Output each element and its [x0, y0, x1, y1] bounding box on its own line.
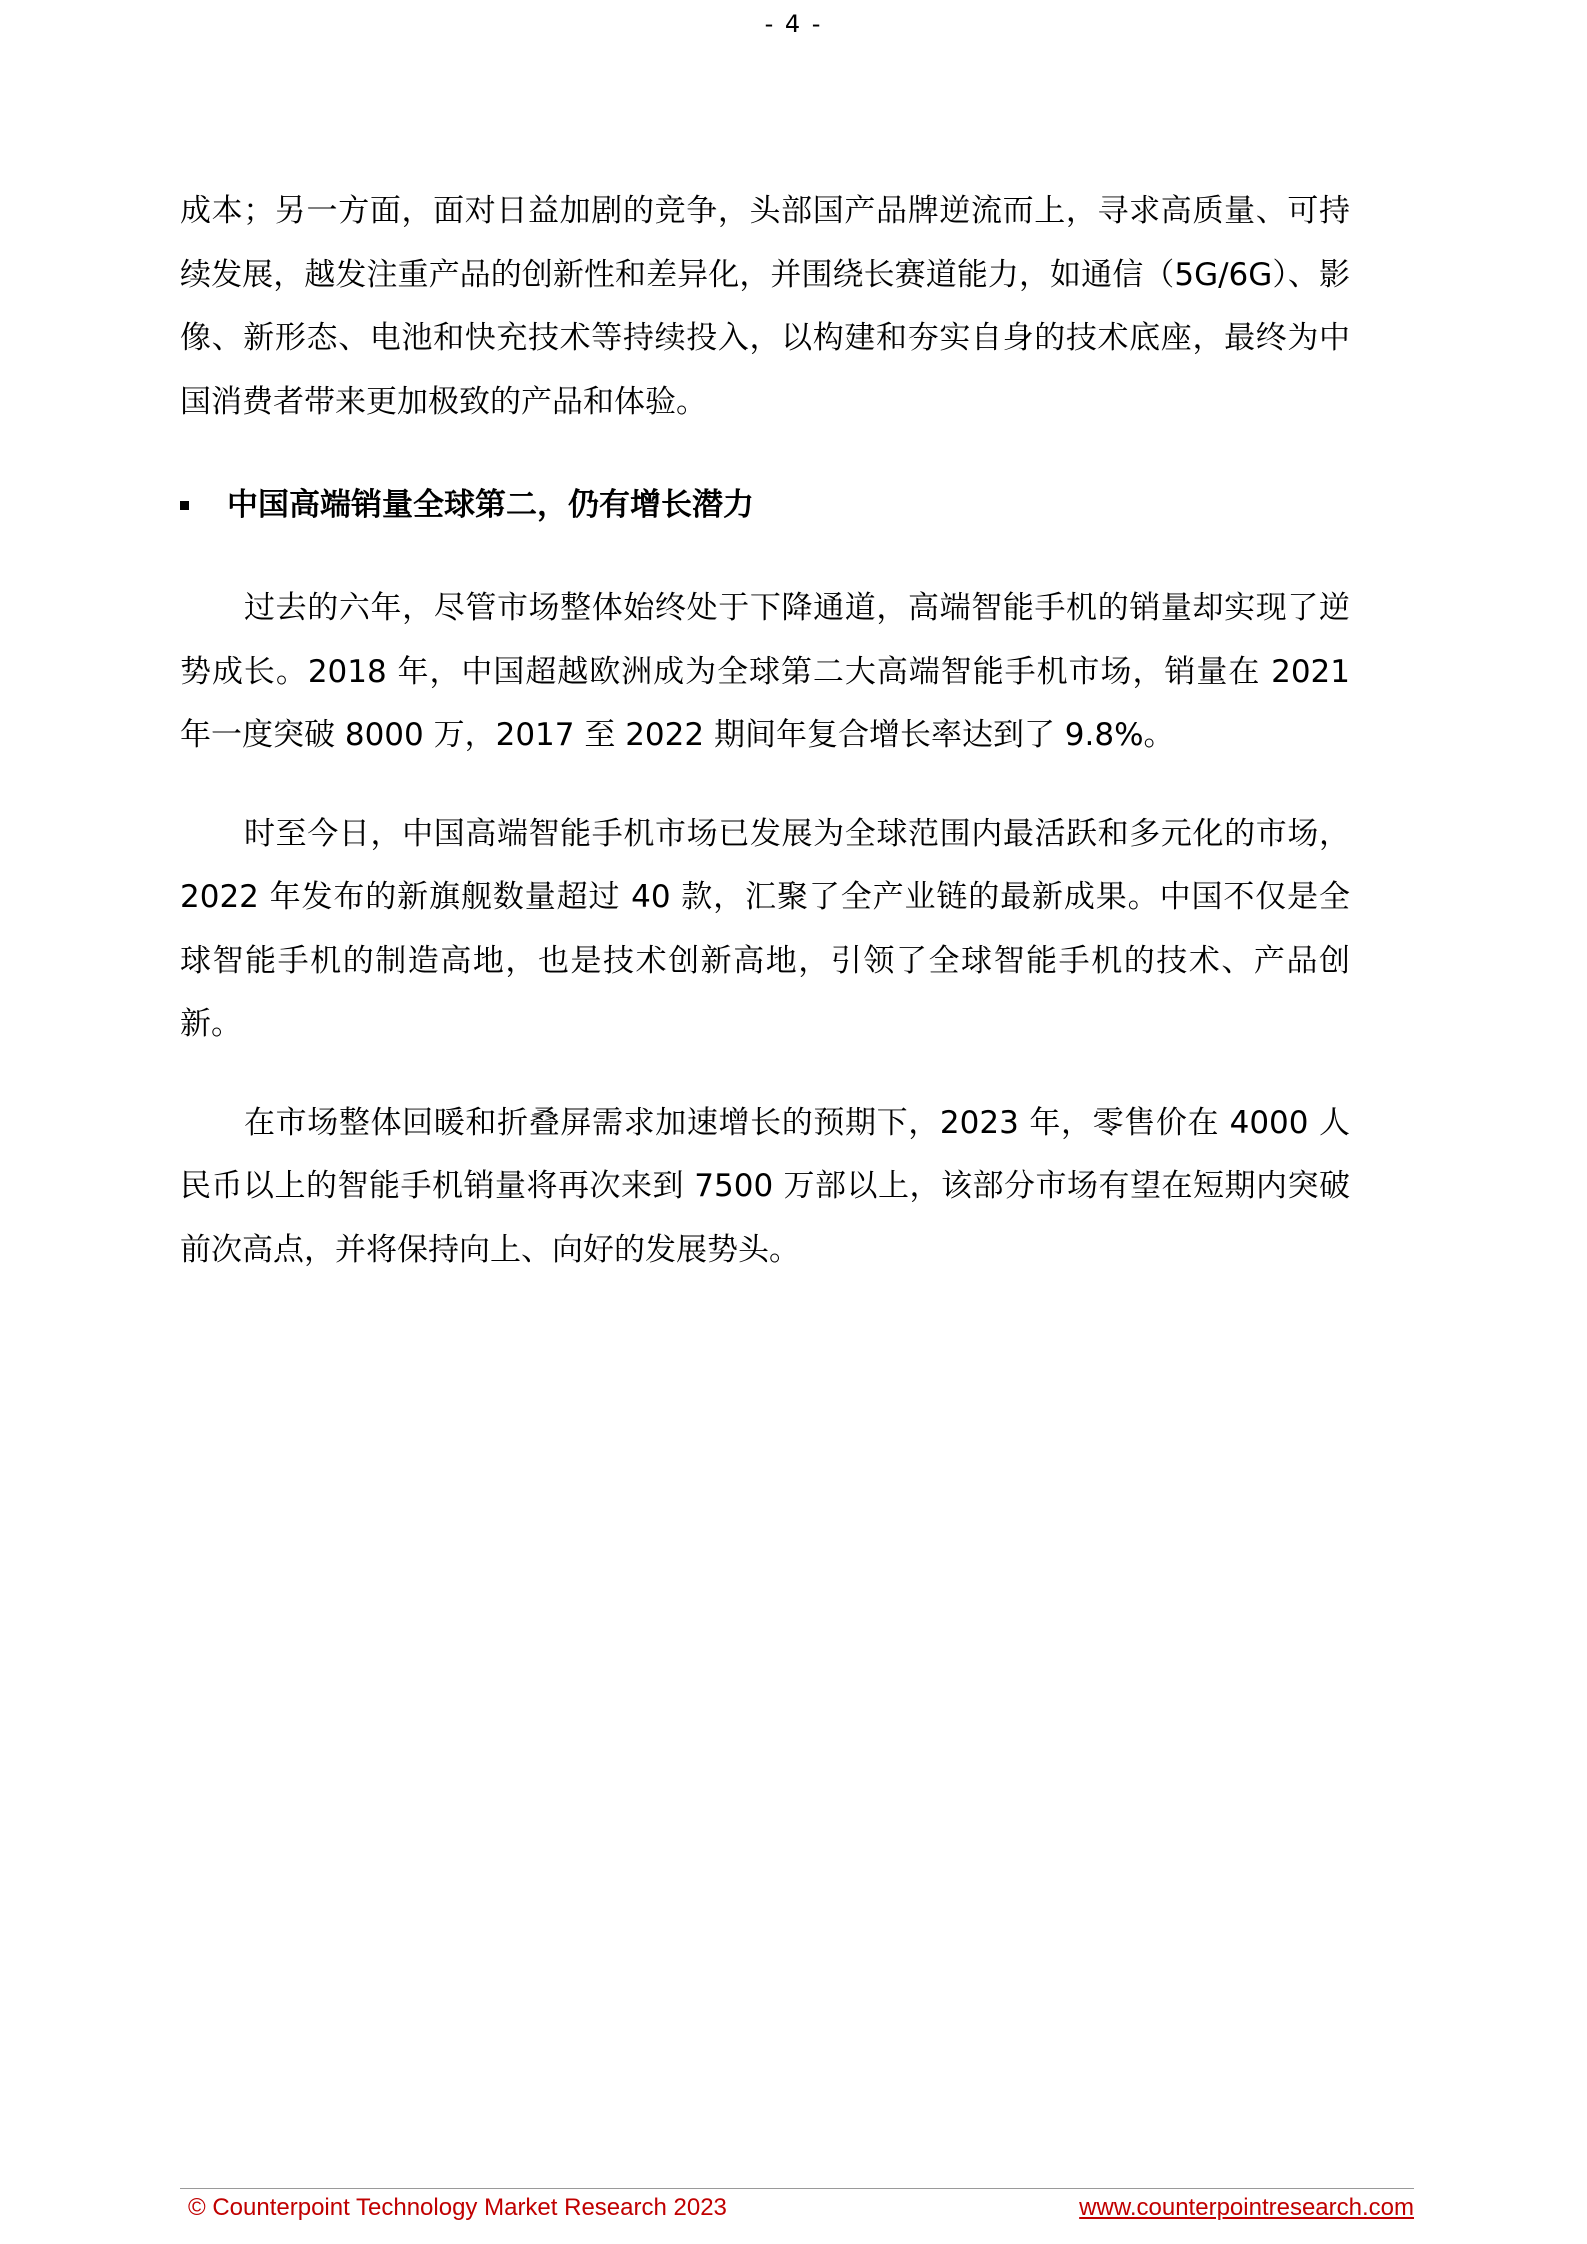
section-heading — [180, 474, 1350, 537]
paragraph-continuation: 成本；另一方面，面对日益加剧的竞争，头部国产品牌逆流而上，寻求高质量、可持续发展，越发注重产品的创新性和差异化，并围绕长赛道能力，如通信（5G/6G）、影像、新形态、电池和快充技术等持续投入，以构建和夯实自身的技术底座，最终为中国消费者带来更加极致的产品和体验。 — [180, 193, 1350, 420]
paragraph: 过去的六年，尽管市场整体始终处于下降通道，高端智能手机的销量却实现了逆势成长。2018 年，中国超越欧洲成为全球第二大高端智能手机市场，销量在 2021 年一度突破 8000 万，2017 至 2022 期间年复合增长率达到了 9.8%。 — [180, 590, 1350, 753]
section-heading-text: 中国高端销量全球第二，仍有增长潜力 — [227, 487, 754, 523]
footer-copyright: © Counterpoint Technology Market Research 2023 — [188, 2194, 727, 2221]
bullet-square-icon — [180, 501, 189, 510]
page-footer — [180, 2188, 1414, 2223]
paragraph: 在市场整体回暖和折叠屏需求加速增长的预期下，2023 年，零售价在 4000 人民币以上的智能手机销量将再次来到 7500 万部以上，该部分市场有望在短期内突破前次高点，并将保持向上、向好的发展势头。 — [180, 1104, 1350, 1268]
document-body — [180, 180, 1350, 1282]
footer-website-link[interactable]: www.counterpointresearch.com — [1079, 2194, 1414, 2221]
paragraph: 时至今日，中国高端智能手机市场已发展为全球范围内最活跃和多元化的市场，2022 年发布的新旗舰数量超过 40 款，汇聚了全产业链的最新成果。中国不仅是全球智能手机的制造高地，也是技术创新高地，引领了全球智能手机的技术、产品创新。 — [180, 815, 1350, 1042]
page-number: - 4 - — [764, 10, 823, 38]
